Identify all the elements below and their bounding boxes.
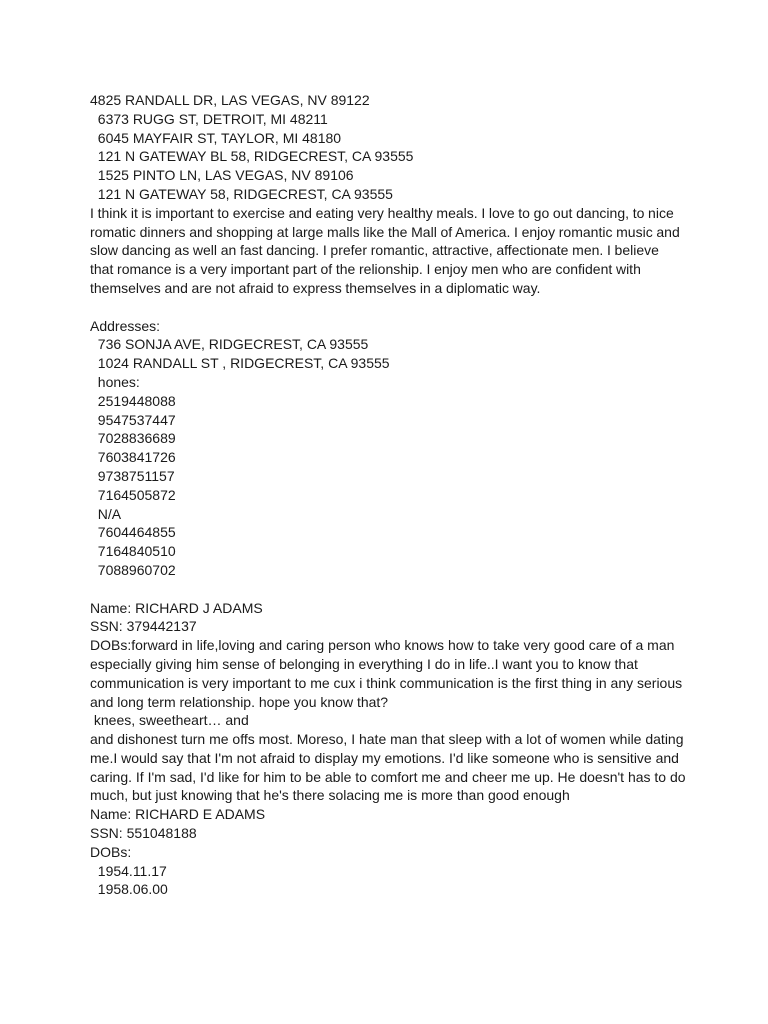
paragraph-line: that romance is a very important part of the relionship. I enjoy men who are confident with [90, 261, 641, 278]
text-line: DOBs:forward in life,loving and caring person who knows how to take very good care of a man [90, 637, 675, 654]
phone-number: 7028836689 [90, 430, 176, 447]
phone-number: 7164505872 [90, 486, 176, 503]
text-line: communication is very important to me cux i think communication is the first thing in any serious [90, 674, 683, 691]
text-line: and dishonest turn me offs most. Moreso, I hate man that sleep with a lot of women while dating [90, 731, 684, 748]
paragraph-line: I think it is important to exercise and eating very healthy meals. I love to go out dancing, to nice [90, 204, 674, 221]
dob-heading: DOBs: [90, 843, 132, 860]
person-records [90, 599, 690, 900]
address-line: 6045 MAYFAIR ST, TAYLOR, MI 48180 [90, 129, 342, 146]
phone-number: 7604464855 [90, 524, 176, 541]
ssn-line: SSN: 379442137 [90, 618, 197, 635]
phone-number: 9547537447 [90, 411, 176, 428]
dob-value: 1958.06.00 [90, 881, 168, 898]
phone-number: 9738751157 [90, 467, 175, 484]
address-line: 736 SONJA AVE, RIDGECREST, CA 93555 [90, 336, 369, 353]
name-line: Name: RICHARD J ADAMS [90, 599, 263, 616]
address-line: 121 N GATEWAY BL 58, RIDGECREST, CA 93555 [90, 148, 414, 165]
addresses-and-phones [90, 317, 690, 580]
text-line: and long term relationship. hope you know that? [90, 693, 389, 710]
section-heading: hones: [90, 373, 140, 390]
paragraph-line: slow dancing as well an fast dancing. I prefer romantic, attractive, affectionate men. I believe [90, 242, 659, 259]
spacer [90, 580, 690, 599]
section-heading: Addresses: [90, 317, 161, 334]
address-line: 6373 RUGG ST, DETROIT, MI 48211 [90, 110, 328, 127]
text-line: especially giving him sense of belonging in everything I do in life..I want you to know that [90, 655, 638, 672]
dob-value: 1954.11.17 [90, 862, 167, 879]
paragraph-line: themselves and are not afraid to express themselves in a diplomatic way. [90, 279, 541, 296]
phone-number: 2519448088 [90, 392, 176, 409]
phone-number: 7603841726 [90, 449, 176, 466]
text-line: me.I would say that I'm not afraid to display my emotions. I'd like someone who is sensitive and [90, 749, 679, 766]
name-line: Name: RICHARD E ADAMS [90, 806, 266, 823]
text-line: caring. If I'm sad, I'd like for him to be able to comfort me and cheer me up. He doesn't has to do [90, 768, 686, 785]
ssn-line: SSN: 551048188 [90, 825, 197, 842]
text-line: much, but just knowing that he's there solacing me is more than good enough [90, 787, 570, 804]
address-line: 4825 RANDALL DR, LAS VEGAS, NV 89122 [90, 92, 370, 108]
phone-number: N/A [90, 505, 122, 522]
address-list-1 [90, 91, 690, 204]
address-line: 121 N GATEWAY 58, RIDGECREST, CA 93555 [90, 185, 393, 202]
phone-number: 7088960702 [90, 561, 176, 578]
phone-number: 7164840510 [90, 543, 176, 560]
paragraph-line: romatic dinners and shopping at large malls like the Mall of America. I enjoy romantic music and [90, 223, 680, 240]
address-line: 1525 PINTO LN, LAS VEGAS, NV 89106 [90, 167, 354, 184]
text-line: knees, sweetheart… and [90, 712, 249, 729]
address-line: 1024 RANDALL ST , RIDGECREST, CA 93555 [90, 355, 390, 372]
spacer [90, 298, 690, 317]
document-page [90, 91, 690, 899]
profile-paragraph [90, 204, 690, 298]
